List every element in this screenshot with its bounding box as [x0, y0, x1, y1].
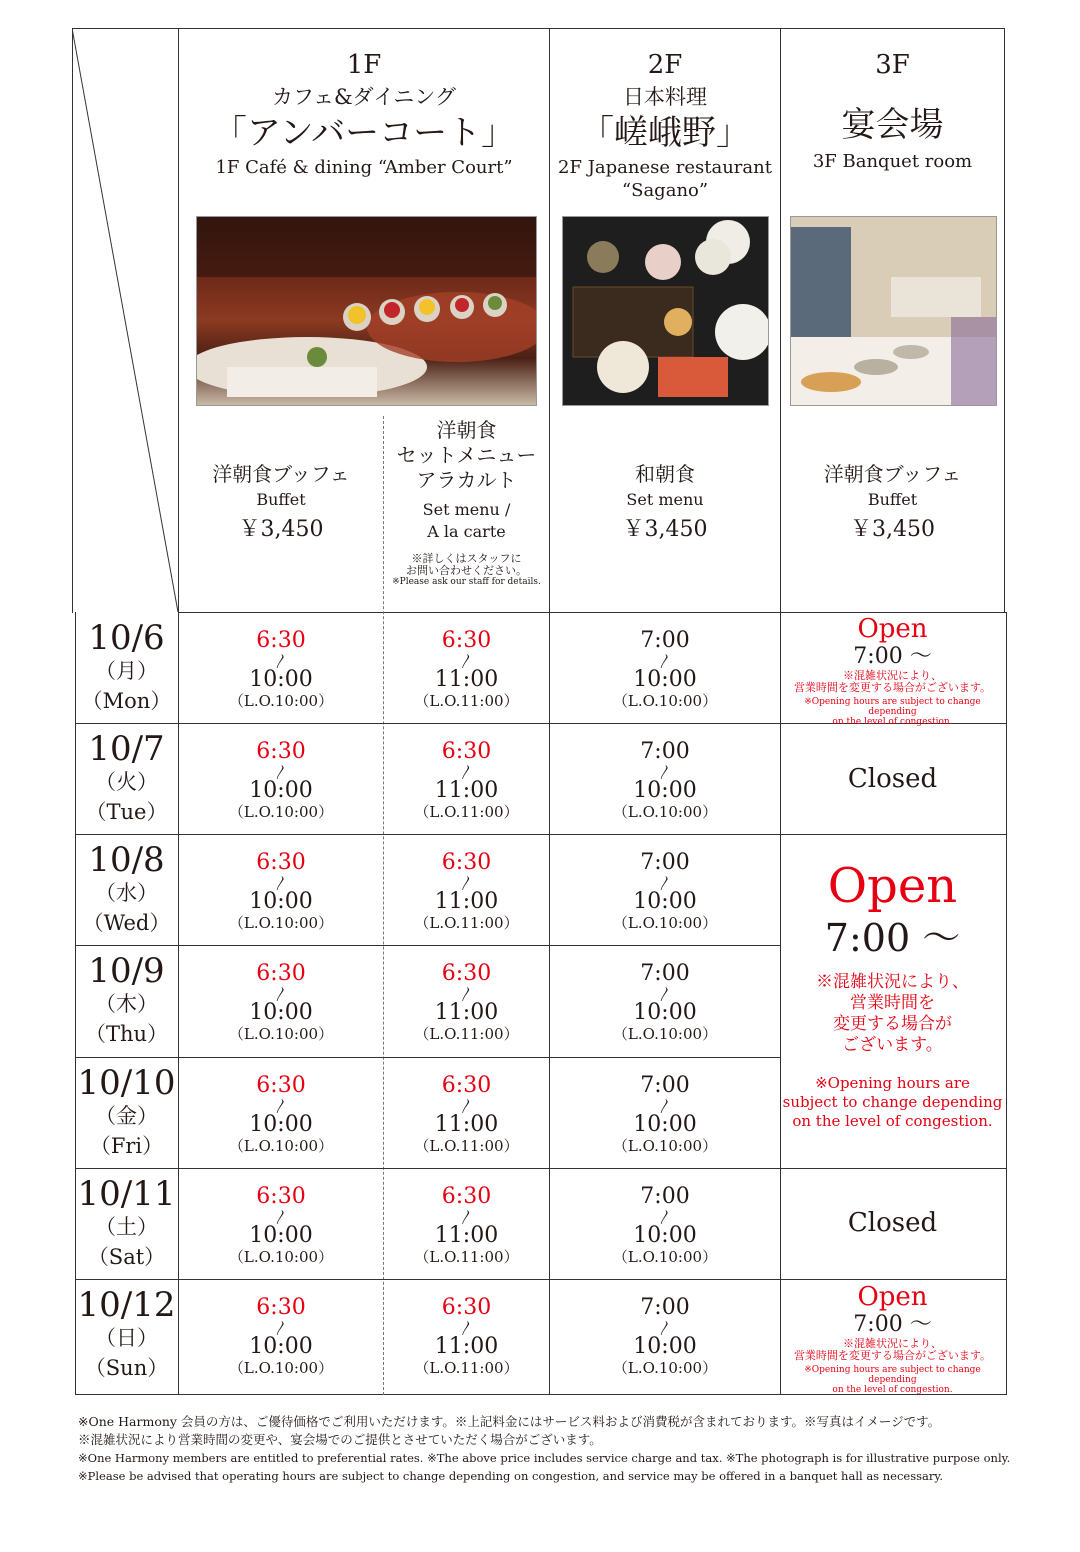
last-order: （L.O.10:00）	[612, 803, 718, 821]
last-order: （L.O.10:00）	[612, 1248, 718, 1266]
date-cell	[75, 1176, 178, 1272]
close-time: 10:00	[249, 889, 313, 914]
time-cell	[384, 850, 549, 932]
last-order: （L.O.11:00）	[414, 1137, 519, 1155]
congestion-note-1: ※混雑状況により、	[843, 669, 942, 682]
time-cell	[179, 1184, 383, 1266]
congestion-note-en-1: ※Opening hours are subject to change depending	[804, 697, 981, 717]
header-banquet	[781, 50, 1004, 173]
open-time: 6:30	[441, 628, 492, 653]
menu-banquet-buffet	[781, 462, 1004, 545]
time-cell	[550, 1073, 780, 1155]
weekday-en: （Sun）	[84, 1356, 169, 1380]
menu-name-en-1: Set menu /	[422, 500, 511, 519]
last-order: （L.O.10:00）	[612, 1025, 718, 1043]
range-wave: 〳	[273, 985, 289, 1003]
close-time: 11:00	[434, 1223, 499, 1248]
weekday-jp: （土）	[95, 1215, 158, 1239]
congestion-note-2: 営業時間を変更する場合がございます。	[793, 1349, 992, 1362]
open-time: 6:30	[256, 961, 306, 986]
header-diagonal	[72, 28, 180, 614]
last-order: （L.O.10:00）	[228, 1025, 334, 1043]
weekday-jp: （月）	[95, 659, 158, 683]
last-order: （L.O.10:00）	[612, 1359, 718, 1377]
banquet-closed-sat: Closed	[847, 1208, 938, 1238]
footer-note-en-2: ※Please be advised that operating hours are subject to change depending on congestion, and service may be offered in a banquet hall as necessary.	[78, 1469, 943, 1483]
venue-name: 宴会場	[841, 105, 944, 145]
close-time: 10:00	[249, 667, 313, 692]
footer-note-jp-1: ※One Harmony 会員の方は、ご優待価格でご利用いただけます。※上記料金にはサービス料および消費税が含まれております。※写真はイメージです。	[78, 1414, 941, 1429]
close-time: 11:00	[434, 1334, 499, 1359]
banquet-photo	[790, 216, 997, 406]
date-cell	[75, 1065, 178, 1161]
open-time: 7:00	[640, 1295, 690, 1320]
range-wave: 〳	[657, 874, 673, 892]
open-time: 6:30	[441, 739, 492, 764]
close-time: 10:00	[633, 1223, 697, 1248]
time-cell	[550, 628, 780, 710]
congestion-note-2: 営業時間を変更する場合がございます。	[793, 681, 992, 694]
menu-price: ￥3,450	[622, 517, 708, 542]
open-time: 7:00 〜	[824, 916, 961, 960]
open-time: 7:00	[640, 850, 690, 875]
last-order: （L.O.10:00）	[228, 1359, 334, 1377]
date-cell	[75, 1287, 178, 1383]
date-cell	[75, 731, 178, 827]
time-cell	[179, 1073, 383, 1155]
footer-notes	[78, 1413, 1010, 1485]
header-sagano	[550, 50, 780, 202]
floor-label: 1F	[346, 50, 382, 80]
close-time: 10:00	[249, 1000, 313, 1025]
date-cell	[75, 842, 178, 938]
last-order: （L.O.10:00）	[228, 803, 334, 821]
weekday-en: （Fri）	[89, 1134, 164, 1158]
time-cell	[550, 1295, 780, 1377]
menu-sagano-set	[550, 462, 780, 545]
range-wave: 〳	[273, 763, 289, 781]
close-time: 10:00	[633, 1000, 697, 1025]
open-time: 6:30	[256, 850, 306, 875]
menu-name-en: Buffet	[867, 490, 918, 509]
time-cell	[179, 1295, 383, 1377]
range-wave: 〳	[657, 1319, 673, 1337]
open-time: 7:00 〜	[853, 644, 932, 669]
close-time: 11:00	[434, 889, 499, 914]
close-time: 10:00	[633, 667, 697, 692]
date-cell	[75, 620, 178, 716]
menu-price: ￥3,450	[238, 517, 324, 542]
close-time: 10:00	[249, 1334, 313, 1359]
menu-name-en: Buffet	[256, 490, 306, 509]
close-time: 11:00	[434, 778, 499, 803]
footer-note-jp-2: ※混雑状況により営業時間の変更や、宴会場でのご提供とさせていただく場合がございます。	[78, 1432, 602, 1447]
menu-price: ￥3,450	[850, 517, 935, 542]
time-cell	[384, 1073, 549, 1155]
date-label: 10/8	[88, 840, 165, 880]
japanese-breakfast-image-icon	[563, 217, 768, 405]
date-cell	[75, 953, 178, 1049]
weekday-jp: （日）	[95, 1326, 158, 1350]
time-cell	[384, 1295, 549, 1377]
last-order: （L.O.10:00）	[228, 692, 334, 710]
menu-name: 洋朝食ブッフェ	[823, 462, 962, 486]
congestion-note-en-2: on the level of congestion.	[832, 717, 953, 727]
time-cell	[179, 961, 383, 1043]
time-cell	[384, 739, 549, 821]
time-cell	[550, 850, 780, 932]
range-wave: 〳	[458, 1208, 474, 1226]
time-cell	[550, 1184, 780, 1266]
close-time: 10:00	[633, 778, 697, 803]
congestion-note-en-1: ※Opening hours are	[815, 1074, 970, 1092]
date-label: 10/9	[88, 951, 165, 991]
open-time: 7:00	[640, 961, 690, 986]
weekday-jp: （火）	[95, 770, 158, 794]
last-order: （L.O.11:00）	[414, 1025, 519, 1043]
range-wave: 〳	[458, 874, 474, 892]
last-order: （L.O.10:00）	[612, 692, 718, 710]
range-wave: 〳	[657, 1097, 673, 1115]
menu-name: 和朝食	[635, 462, 695, 486]
menu-amber-set	[384, 418, 549, 587]
restaurant-name: 「嵯峨野」	[580, 113, 750, 153]
open-time: 7:00	[640, 1073, 690, 1098]
banquet-open-mon	[781, 614, 1004, 727]
time-cell	[384, 1184, 549, 1266]
last-order: （L.O.11:00）	[414, 803, 519, 821]
menu-name-2: セットメニュー	[396, 443, 537, 467]
restaurant-subtitle: 日本料理	[623, 85, 707, 109]
time-cell	[384, 628, 549, 710]
congestion-note-2: 営業時間を	[850, 993, 935, 1013]
restaurant-name: 「アンバーコート」	[212, 113, 516, 153]
open-time: 6:30	[256, 1295, 306, 1320]
open-time: 6:30	[441, 961, 492, 986]
open-time: 7:00	[640, 1184, 690, 1209]
open-time: 6:30	[256, 739, 306, 764]
range-wave: 〳	[273, 652, 289, 670]
close-time: 10:00	[633, 889, 697, 914]
staff-note-en: ※Please ask our staff for details.	[392, 577, 541, 587]
menu-amber-buffet	[179, 462, 383, 545]
congestion-note-3: 変更する場合が	[833, 1014, 952, 1034]
range-wave: 〳	[273, 1097, 289, 1115]
restaurant-name-en: 2F Japanese restaurant	[558, 157, 772, 178]
restaurant-subtitle: カフェ&ダイニング	[272, 85, 456, 109]
menu-name-3: アラカルト	[416, 468, 517, 492]
congestion-note-4: ございます。	[842, 1035, 943, 1055]
amber-court-photo	[196, 216, 537, 406]
staff-note-1: ※詳しくはスタッフに	[411, 552, 522, 565]
last-order: （L.O.11:00）	[414, 692, 519, 710]
weekday-jp: （金）	[95, 1104, 158, 1128]
banquet-open-sun	[781, 1282, 1004, 1395]
last-order: （L.O.11:00）	[414, 1359, 519, 1377]
range-wave: 〳	[657, 1208, 673, 1226]
open-time: 7:00 〜	[853, 1312, 932, 1337]
weekday-jp: （水）	[95, 881, 158, 905]
last-order: （L.O.11:00）	[414, 914, 519, 932]
time-cell	[179, 739, 383, 821]
last-order: （L.O.10:00）	[228, 1248, 334, 1266]
date-label: 10/7	[88, 729, 165, 769]
floor-label: 2F	[647, 50, 683, 80]
range-wave: 〳	[273, 874, 289, 892]
range-wave: 〳	[458, 1097, 474, 1115]
open-label: Open	[827, 858, 958, 914]
open-label: Open	[857, 614, 928, 644]
time-cell	[179, 850, 383, 932]
footer-note-en-1: ※One Harmony members are entitled to preferential rates. ※The above price includes service charge and tax. ※The photograph is for illustrative purpose only.	[78, 1451, 1011, 1465]
range-wave: 〳	[273, 1319, 289, 1337]
weekday-en: （Tue）	[85, 800, 168, 824]
sagano-photo	[562, 216, 769, 406]
range-wave: 〳	[273, 1208, 289, 1226]
open-time: 7:00	[640, 628, 690, 653]
open-time: 6:30	[441, 1295, 492, 1320]
close-time: 11:00	[434, 667, 499, 692]
congestion-note-en-3: on the level of congestion.	[792, 1112, 993, 1130]
close-time: 11:00	[434, 1112, 499, 1137]
time-cell	[550, 961, 780, 1043]
last-order: （L.O.10:00）	[228, 914, 334, 932]
close-time: 10:00	[633, 1334, 697, 1359]
open-time: 7:00	[640, 739, 690, 764]
open-time: 6:30	[256, 628, 306, 653]
open-time: 6:30	[441, 1184, 492, 1209]
staff-note-2: お問い合わせください。	[406, 564, 527, 577]
floor-label: 3F	[875, 50, 910, 80]
congestion-note-en-1: ※Opening hours are subject to change depending	[804, 1365, 981, 1385]
close-time: 10:00	[249, 1112, 313, 1137]
restaurant-name-en: 1F Café & dining “Amber Court”	[215, 157, 513, 178]
banquet-closed-tue: Closed	[847, 764, 938, 794]
banquet-buffet-image-icon	[791, 217, 996, 405]
weekday-jp: （木）	[95, 992, 158, 1016]
time-cell	[550, 739, 780, 821]
open-label: Open	[857, 1282, 928, 1312]
last-order: （L.O.10:00）	[228, 1137, 334, 1155]
last-order: （L.O.10:00）	[612, 1137, 718, 1155]
date-label: 10/6	[88, 618, 165, 658]
header-amber-court	[179, 50, 549, 179]
weekday-en: （Thu）	[84, 1022, 169, 1046]
date-label: 10/12	[77, 1285, 176, 1325]
menu-name: 洋朝食ブッフェ	[212, 462, 350, 486]
range-wave: 〳	[657, 985, 673, 1003]
range-wave: 〳	[458, 1319, 474, 1337]
range-wave: 〳	[657, 763, 673, 781]
weekday-en: （Mon）	[81, 689, 172, 713]
open-time: 6:30	[441, 1073, 492, 1098]
close-time: 11:00	[434, 1000, 499, 1025]
close-time: 10:00	[249, 778, 313, 803]
weekday-en: （Sat）	[87, 1245, 166, 1269]
date-label: 10/11	[77, 1174, 176, 1214]
range-wave: 〳	[657, 652, 673, 670]
close-time: 10:00	[249, 1223, 313, 1248]
congestion-note-en-2: subject to change depending	[782, 1093, 1003, 1111]
congestion-note-en-2: on the level of congestion.	[832, 1385, 953, 1395]
restaurant-name-en-2: “Sagano”	[621, 180, 709, 201]
congestion-note-1: ※混雑状況により、	[843, 1337, 942, 1350]
buffet-image-icon	[197, 217, 536, 405]
range-wave: 〳	[458, 985, 474, 1003]
range-wave: 〳	[458, 652, 474, 670]
menu-name-en: Set menu	[626, 490, 704, 509]
date-label: 10/10	[77, 1063, 176, 1103]
range-wave: 〳	[458, 763, 474, 781]
last-order: （L.O.10:00）	[612, 914, 718, 932]
open-time: 6:30	[441, 850, 492, 875]
menu-name-1: 洋朝食	[436, 418, 497, 442]
menu-name-en-2: A la carte	[427, 522, 506, 541]
open-time: 6:30	[256, 1073, 306, 1098]
open-time: 6:30	[256, 1184, 306, 1209]
congestion-note-1: ※混雑状況により、	[816, 972, 969, 992]
banquet-open-wed-fri	[781, 858, 1004, 1131]
time-cell	[384, 961, 549, 1043]
venue-name-en: 3F Banquet room	[812, 151, 973, 172]
close-time: 10:00	[633, 1112, 697, 1137]
time-cell	[179, 628, 383, 710]
weekday-en: （Wed）	[82, 911, 171, 935]
last-order: （L.O.11:00）	[414, 1248, 519, 1266]
